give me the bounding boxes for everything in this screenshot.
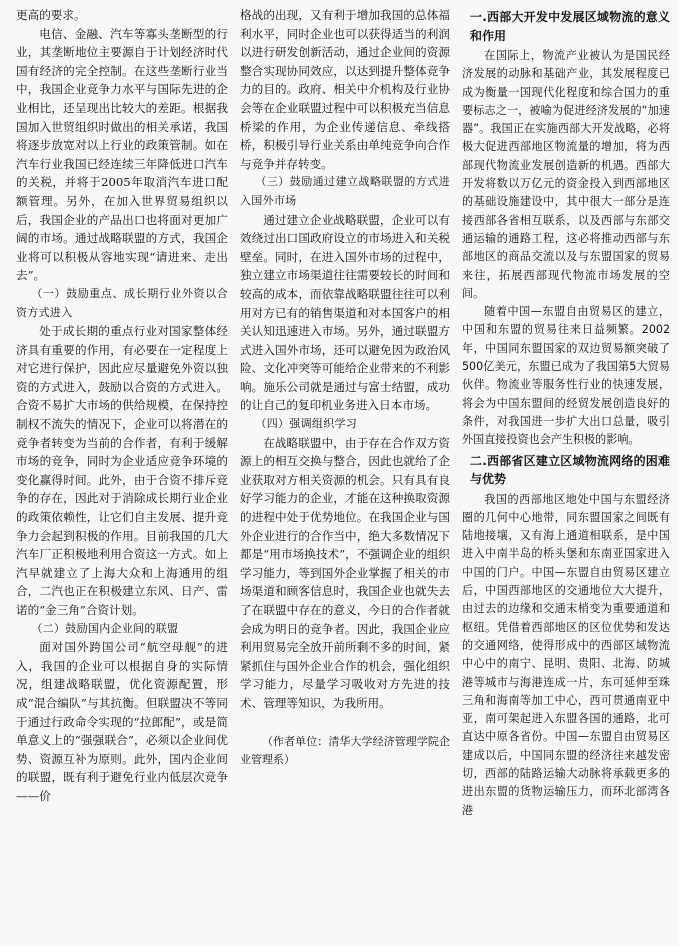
subheading: （三）鼓励通过建立战略联盟的方式进入国外市场: [240, 175, 450, 207]
subheading: （二）鼓励国内企业间的联盟: [31, 621, 179, 635]
section-heading: [462, 8, 670, 45]
subheading: （四）强调组织学习: [255, 417, 358, 431]
subheading: （一）鼓励重点、成长期行业外资以合资方式进入: [16, 286, 228, 319]
paragraph: 我国的西部地区地处中国与东盟经济圈的几何中心地带，同东盟国家之间既有陆地接壤，又有海上通道相联系，是中国进入中南半岛的桥头堡和东南亚国家进入中国的门户。中国—东盟自由贸易区建立后，中国西部地区的交通地位大大提升，由过去的边缘和交通末梢变为重要通道和枢纽。凭借着西部地区的区位优势和发达的交通网络，使得形成中的西部区域物流中心中的南宁、昆明、贵阳、北海、防城港等城市与海港连成一片，东可延伸至珠三角和海南等加工中心，西可贯通南亚中亚，南可架起进入东盟各国的通路，北可直达中原各省份。中国—东盟自由贸易区建成以后，中国同东盟的经济往来越发密切，西部的陆路运输大动脉将承载更多的进出东盟的货物运输压力，而环北部湾各港: [462, 492, 670, 817]
paragraph: 处于成长期的重点行业对国家整体经济具有重要的作用，有必要在一定程度上对它进行保护，因此应尽量避免外资以独资的方式进入，鼓励以合资的方式进入。合资不易扩大市场的供给规模，在保持控制权不流失的情况下，企业可以将潜在的竞争者转变为当前的合作者，有利于缓解市场的竞争，同时为企业适应竞争环境的变化赢得时间。此外，由于合资不排斥竞争的存在，因此对于消除成长期行业企业的政策依赖性，让它们自主发展、提升竞争力会起到积极的作用。目前我国的几大汽车厂正积极地利用合资这一方式。如上汽早就建立了上海大众和上海通用的组合，二汽也正在积极建立东风、日产、雷诺的“金三角”合资计划。: [16, 324, 228, 617]
section-heading-text: 一.西部大开发中发展区域物流的意义和作用: [470, 10, 670, 43]
text-column-middle: [240, 6, 450, 770]
section-heading: [462, 452, 670, 489]
paragraph: 在战略联盟中，由于存在合作双方资源上的相互交换与整合，因此也就给了企业获取对方相关资源的机会。只有具有良好学习能力的企业，才能在这种换取资源的进程中处于优势地位。在我国企业与国外企业进行的合作当中，绝大多数情况下都是“用市场换技术”，不强调企业的组织学习能力，等到国外企业掌握了相关的市场渠道和顾客信息时，我国企业也就失去了在联盟中存在的意义，今日的合作者就会成为明日的竞争者。因此，我国企业应利用贸易完全放开前所剩不多的时间，紧紧抓住与国外企业合作的机会，强化组织学习能力，尽量学习吸收对方先进的技术、管理等知识，为我所用。: [240, 435, 450, 710]
paragraph: 更高的要求。: [16, 8, 86, 22]
text-column-left: [16, 6, 228, 806]
paragraph: 面对国外跨国公司“航空母舰”的进入，我国的企业可以根据自身的实际情况，组建战略联盟，优化资源配置，形成“混合编队”与其抗衡。但联盟决不等同于通过行政命令实现的“拉郎配”，或是简单意义上的“强强联合”，必须以企业间优势、资源互补为原则。此外，国内企业间的联盟，既有利于避免行业内低层次竞争——价: [16, 640, 228, 803]
text-column-right: [462, 6, 670, 820]
paragraph: 随着中国—东盟自由贸易区的建立，中国和东盟的贸易往来日益频繁。2002年，中国同东盟国家的双边贸易额突破了500亿美元，东盟已成为了我国第5大贸易伙伴。物流业等服务性行业的快速发展，将会为中国东盟间的经贸发展创造良好的条件，对我国进一步扩大出口总量，吸引外国直接投资也会产生积极的影响。: [462, 305, 670, 447]
paragraph: 通过建立企业战略联盟，企业可以有效绕过出口国政府设立的市场进入和关税壁垒。同时，在进入国外市场的过程中，独立建立市场渠道往往需要较长的时间和较高的成本，而依靠战略联盟往往可以利用对方已有的销售渠道和对本国客户的相关认知迅速进入市场。另外，通过联盟方式进入国外市场，还可以避免因为政治风险、文化冲突等可能给企业带来的不利影响。施乐公司就是通过与富士结盟，成功的让自己的复印机业务进入日本市场。: [240, 212, 450, 413]
paragraph: 电信、金融、汽车等寡头垄断型的行业，其垄断地位主要源自于计划经济时代国有经济的完全控制。在这些垄断行业当中，我国企业竞争力水平与国际先进的企业相比，还呈现出比较大的差距。根据我国加入世贸组织时做出的相关承诺，我国将逐步放宽对以上行业的政策管制。如在汽车行业我国已经连续三年降低进口汽车的关税，并将于2005年取消汽车进口配额管理。另外，在加入世界贸易组织以后，我国企业的产品出口也将面对更加广阔的市场。通过战略联盟的方式，我国企业将可以积极从容地实现“请进来、走出去”。: [16, 26, 228, 283]
author-affiliation: （作者单位：清华大学经济管理学院企业管理系）: [240, 734, 450, 767]
section-heading-text: 二.西部省区建立区域物流网络的困难与优势: [470, 453, 670, 487]
paragraph: 在国际上，物流产业被认为是国民经济发展的动脉和基础产业，其发展程度已成为衡量一国现代化程度和综合国力的重要标志之一，被喻为促进经济发展的“加速器”。我国正在实施西部大开发战略，必将极大促进西部地区物流量的增加，将为西部现代物流业发展创造新的机遇。西部大开发将数以万亿元的资金投入到西部地区的基础设施建设中，其中很大一部分是连接西部各省相互联系，以及西部与东部交通运输的通路工程，这必将推动西部与东部地区的商品交流以及与东盟国家的贸易来往，拓展西部现代物流市场发展的空间。: [462, 49, 670, 300]
paragraph: 格战的出现，又有利于增加我国的总体福利水平，同时企业也可以获得适当的利润以进行研发创新活动，通过企业间的资源整合实现协同效应，以达到提升整体竞争力的目的。政府、相关中介机构及行业协会等在企业联盟过程中可以积极充当信息桥梁的作用，为企业传递信息、牵线搭桥，积极引导行业关系由单纯竞争向合作与竞争并存转变。: [240, 8, 450, 171]
